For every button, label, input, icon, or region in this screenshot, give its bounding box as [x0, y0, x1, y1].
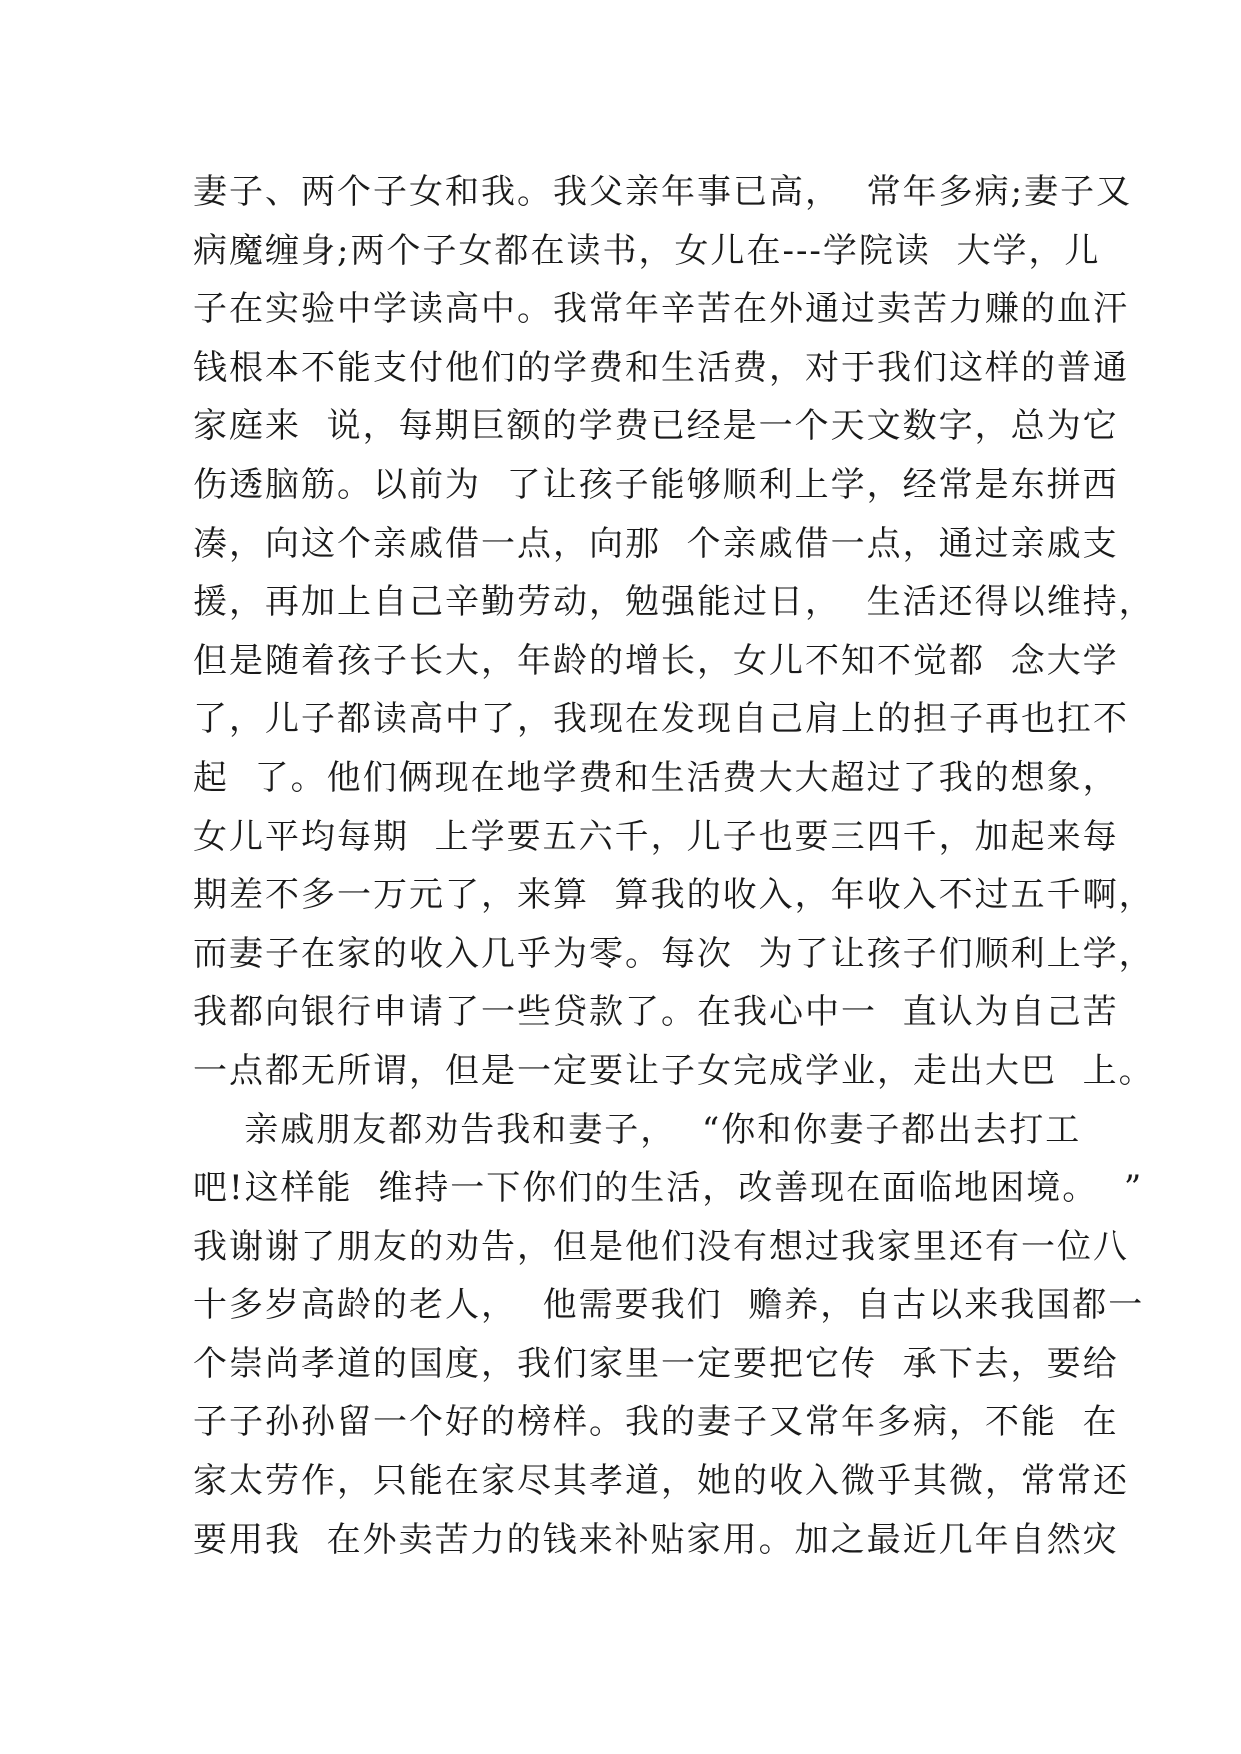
text-line: 伤透脑筋。以前为 了让孩子能够顺利上学，经常是东拼西	[193, 464, 1119, 505]
text-line: 要用我 在外卖苦力的钱来补贴家用。加之最近几年自然灾	[193, 1519, 1119, 1560]
text-line: 了，儿子都读高中了，我现在发现自己肩上的担子再也扛不	[193, 699, 1129, 740]
text-line: 子在实验中学读高中。我常年辛苦在外通过卖苦力赚的血汗	[193, 289, 1129, 330]
text-line: 吧!这样能 维持一下你们的生活，改善现在面临地困境。 ”	[193, 1168, 1144, 1209]
text-line: 凑，向这个亲戚借一点，向那 个亲戚借一点，通过亲戚支	[193, 523, 1119, 564]
text-line: 一点都无所谓，但是一定要让子女完成学业，走出大巴 上。	[193, 1050, 1155, 1091]
text-line: 十多岁高龄的老人， 他需要我们 赡养，自古以来我国都一	[193, 1285, 1145, 1326]
text-line: 亲戚朋友都劝告我和妻子， “你和你妻子都出去打工	[193, 1109, 1082, 1150]
body-text	[193, 163, 1155, 1569]
text-line: 病魔缠身;两个子女都在读书，女儿在---学院读 大学，儿	[193, 230, 1101, 271]
text-line: 但是随着孩子长大，年龄的增长，女儿不知不觉都 念大学	[193, 640, 1119, 681]
text-line: 妻子、两个子女和我。我父亲年事已高， 常年多病;妻子又	[193, 172, 1133, 212]
text-line: 援，再加上自己辛勤劳动，勉强能过日， 生活还得以维持，	[193, 582, 1155, 623]
text-line: 家庭来 说，每期巨额的学费已经是一个天文数字，总为它	[193, 406, 1119, 447]
text-line: 家太劳作，只能在家尽其孝道，她的收入微乎其微，常常还	[193, 1461, 1129, 1502]
text-line: 个崇尚孝道的国度，我们家里一定要把它传 承下去，要给	[193, 1343, 1119, 1384]
text-line: 而妻子在家的收入几乎为零。每次 为了让孩子们顺利上学，	[193, 933, 1155, 974]
text-line: 女儿平均每期 上学要五六千，儿子也要三四千，加起来每	[193, 816, 1119, 857]
text-line: 期差不多一万元了，来算 算我的收入，年收入不过五千啊，	[193, 875, 1155, 916]
text-line: 我都向银行申请了一些贷款了。在我心中一 直认为自己苦	[193, 992, 1119, 1033]
text-line: 起 了。他们俩现在地学费和生活费大大超过了我的想象，	[193, 757, 1119, 798]
text-line: 钱根本不能支付他们的学费和生活费，对于我们这样的普通	[193, 347, 1129, 388]
text-line: 我谢谢了朋友的劝告，但是他们没有想过我家里还有一位八	[193, 1226, 1129, 1267]
text-line: 子子孙孙留一个好的榜样。我的妻子又常年多病，不能 在	[193, 1402, 1119, 1443]
